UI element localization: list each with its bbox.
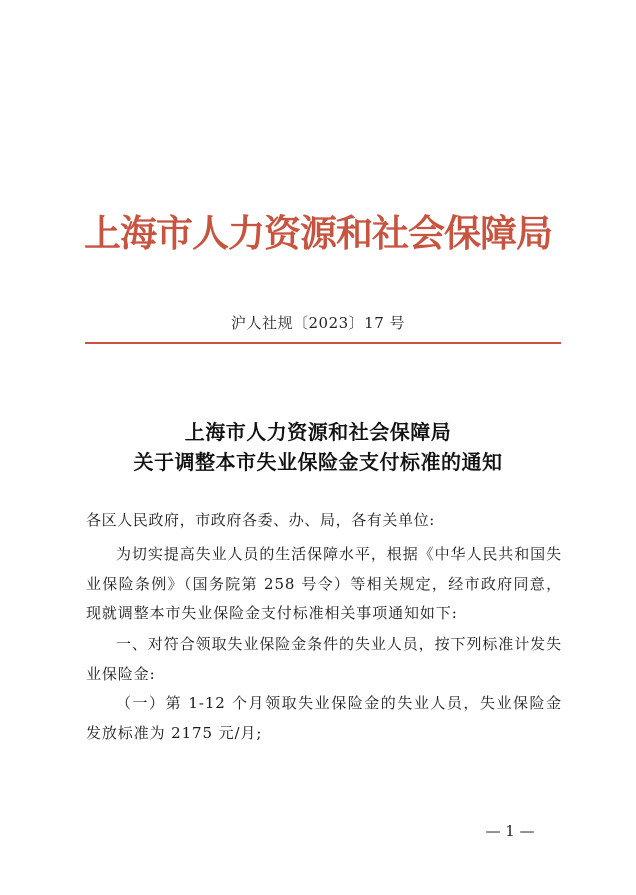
addressee-line: 各区人民政府，市政府各委、办、局，各有关单位: [86, 511, 435, 529]
document-title-line-1: 上海市人力资源和社会保障局 [184, 420, 452, 444]
body-paragraph: 一、对符合领取失业保险金条件的失业人员，按下列标准计发失业保险金: [86, 635, 562, 683]
red-divider-line [85, 342, 561, 344]
body-paragraph: （一）第 1-12 个月领取失业保险金的失业人员，失业保险金发放标准为 2175 元/月; [86, 694, 562, 742]
body-paragraph: 为切实提高失业人员的生活保障水平，根据《中华人民共和国失业保险条例》（国务院第 258 号令）等相关规定，经市政府同意，现就调整本市失业保险金支付标准相关事项通知如下: [86, 545, 562, 622]
page-number: — 1 — [485, 822, 535, 840]
document-title-line-2: 关于调整本市失业保险金支付标准的通知 [133, 450, 503, 474]
issuer-masthead: 上海市人力资源和社会保障局 [84, 211, 552, 255]
document-number: 沪人社规〔2023〕17 号 [230, 314, 406, 332]
